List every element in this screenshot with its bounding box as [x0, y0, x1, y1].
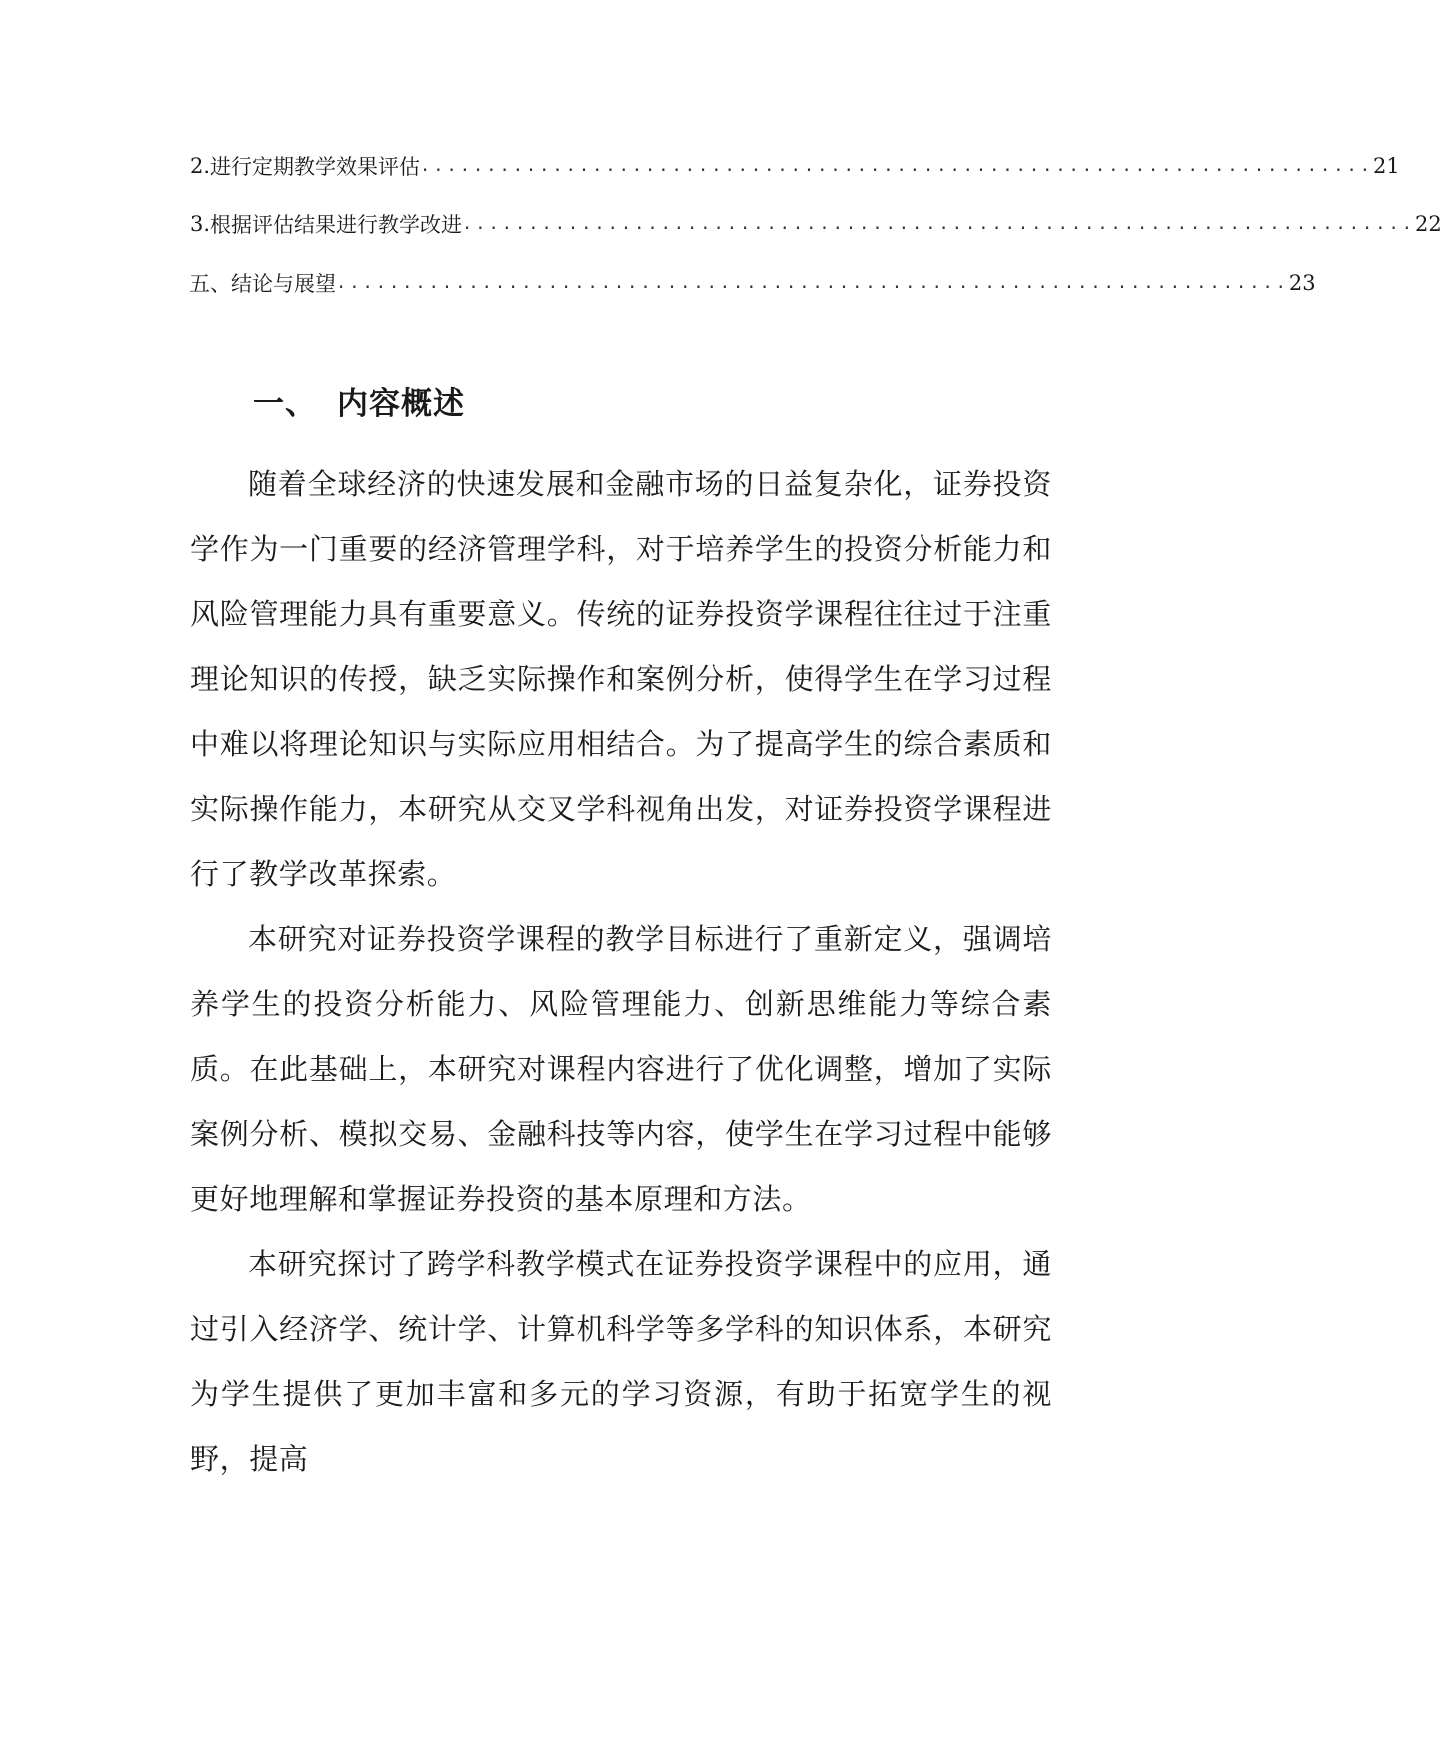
- toc-page-number: 22: [1414, 212, 1442, 236]
- toc-leader-dots: ........................................................................: [420, 156, 1373, 176]
- toc-entry-title: 结论与展望: [231, 272, 336, 296]
- toc-page-number: 21: [1372, 154, 1400, 178]
- toc-entry-number: 3.: [190, 212, 211, 236]
- toc-entry-number: 五、: [189, 272, 231, 296]
- toc-leader-dots: ........................................................................: [462, 214, 1415, 234]
- section-title: 内容概述: [337, 386, 465, 422]
- paragraph: 本研究探讨了跨学科教学模式在证券投资学课程中的应用，通过引入经济学、统计学、计算机科学等多学科的知识体系，本研究为学生提供了更加丰富和多元的学习资源，有助于拓宽学生的视野，提高: [190, 1247, 1052, 1476]
- toc-leader-dots: ........................................................................: [336, 273, 1289, 293]
- paragraph: 本研究对证券投资学课程的教学目标进行了重新定义，强调培养学生的投资分析能力、风险管理能力、创新思维能力等综合素质。在此基础上，本研究对课程内容进行了优化调整，增加了实际案例分析、模拟交易、金融科技等内容，使学生在学习过程中能够更好地理解和掌握证券投资的基本原理和方法。: [190, 922, 1052, 1216]
- section-heading: [253, 378, 465, 423]
- toc-page-number: 23: [1288, 271, 1316, 295]
- toc-entry-title: 进行定期教学效果评估: [210, 155, 421, 179]
- section-number: 一、: [253, 386, 317, 422]
- toc-entry-title: 根据评估结果进行教学改进: [210, 213, 463, 237]
- toc-entry[interactable]: [190, 206, 1442, 242]
- paragraph: 随着全球经济的快速发展和金融市场的日益复杂化，证券投资学作为一门重要的经济管理学科，对于培养学生的投资分析能力和风险管理能力具有重要意义。传统的证券投资学课程往往过于注重理论知识的传授，缺乏实际操作和案例分析，使得学生在学习过程中难以将理论知识与实际应用相结合。为了提高学生的综合素质和实际操作能力，本研究从交叉学科视角出发，对证券投资学课程进行了教学改革探索。: [190, 467, 1052, 891]
- body-text: [190, 452, 1052, 1492]
- toc-entry[interactable]: [190, 148, 1400, 184]
- toc-entry-number: 2.: [190, 154, 211, 178]
- toc-entry[interactable]: [189, 265, 1316, 301]
